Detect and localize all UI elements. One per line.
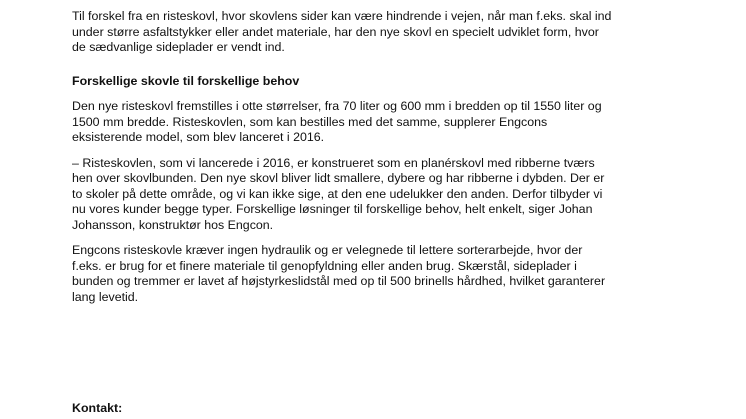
- text-line: hen over skovlbunden. Den nye skovl bliver lidt smallere, dybere og har ribberne i dybden. Der er: [72, 171, 605, 185]
- document-body: [72, 9, 732, 305]
- text-line: lang levetid.: [72, 289, 139, 304]
- contact-heading: Kontakt:: [72, 401, 123, 415]
- intro-paragraph: [72, 9, 732, 56]
- text-line: Engcons risteskovle kræver ingen hydraulik og er velegnede til lettere sorterarbejde, hvor der: [72, 243, 583, 257]
- text-line: eksisterende model, som blev lanceret i 2016.: [72, 130, 325, 144]
- text-line: – Risteskovlen, som vi lancerede i 2016, er konstrueret som en planérskovl med ribberne tværs: [72, 155, 595, 170]
- text-line: under større asfaltstykker eller andet materiale, har den nye skovl en specielt udviklet form, hvor: [72, 24, 599, 39]
- text-line: nu vores kunder begge typer. Forskellige løsninger til forskellige behov, helt enkelt, siger Johan: [72, 202, 593, 216]
- text-line: 1500 mm bredde. Risteskovlen, som kan bestilles med det samme, supplerer Engcons: [72, 114, 548, 129]
- text-line: Til forskel fra en risteskovl, hvor skovlens sider kan være hindrende i vejen, når man f.eks. skal ind: [72, 9, 612, 23]
- text-line: f.eks. er brug for et finere materiale til genopfyldning eller anden brug. Skærstål, sideplader i: [72, 258, 577, 273]
- text-line: Johansson, konstruktør hos Engcon.: [72, 217, 274, 232]
- text-line: bunden og tremmer er lavet af højstyrkeslidstål med op til 500 brinells hårdhed, hvilket garanterer: [72, 274, 606, 288]
- text-line: de sædvanlige sideplader er vendt ind.: [72, 40, 285, 54]
- text-line: to skoler på dette område, og vi kan ikke sige, at den ene udelukker den anden. Derfor tilbyder vi: [72, 186, 603, 201]
- paragraph-quote: [72, 156, 732, 234]
- section-heading: Forskellige skovle til forskellige behov: [72, 73, 300, 88]
- paragraph-sizes: [72, 99, 732, 146]
- text-line: Den nye risteskovl fremstilles i otte størrelser, fra 70 liter og 600 mm i bredden op til 1550 liter og: [72, 99, 602, 113]
- paragraph-materials: [72, 243, 732, 305]
